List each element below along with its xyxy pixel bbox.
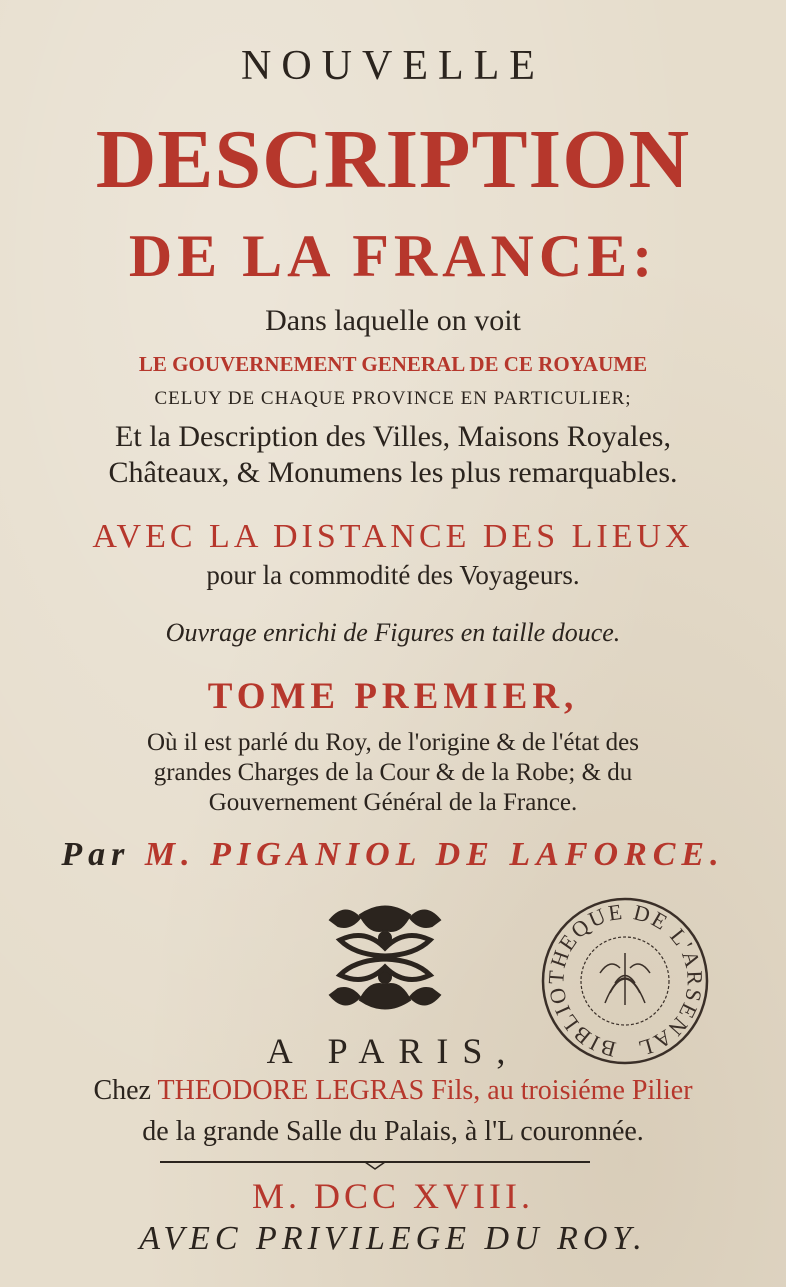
publisher-prefix: Chez [93, 1075, 151, 1106]
publisher-suffix: , au troisiéme Pilier [473, 1075, 693, 1106]
volume-desc-line-2: grandes Charges de la Cour & de la Robe; & du [153, 759, 633, 786]
author-name: M. PIGANIOL DE LAFORCE. [144, 836, 725, 873]
subtitle-ouvrage-enrichi: Ouvrage enrichi de Figures en taille douce. [165, 618, 621, 647]
subtitle-chateaux: Châteaux, & Monumens les plus remarquables. [108, 456, 678, 489]
imprint-publisher-line [0, 1077, 786, 1105]
publisher-name: THEODORE LEGRAS Fils [157, 1075, 474, 1106]
subtitle-celuy: CELUY DE CHAQUE PROVINCE EN PARTICULIER; [154, 388, 632, 409]
volume-desc-line-1: Où il est parlé du Roy, de l'origine & de l'état des [147, 729, 639, 756]
subtitle-pour-la-commodite: pour la commodité des Voyageurs. [206, 560, 580, 590]
subtitle-et-la-description: Et la Description des Villes, Maisons Royales, [115, 420, 671, 453]
imprint-address: de la grande Salle du Palais, à l'L couronnée. [142, 1116, 644, 1147]
author-prefix: Par [61, 836, 131, 873]
volume-desc-line-3: Gouvernement Général de la France. [208, 789, 578, 816]
volume-heading: TOME PREMIER, [207, 676, 579, 717]
imprint-city: A PARIS, [266, 1031, 520, 1071]
subtitle-gouvernement: LE GOUVERNEMENT GENERAL DE CE ROYAUME [138, 352, 648, 376]
imprint-privilege: AVEC PRIVILEGE DU ROY. [139, 1220, 647, 1257]
author-line [0, 838, 786, 872]
title-line-description: DESCRIPTION [95, 113, 691, 206]
divider-rule [160, 1158, 590, 1170]
stamp-emblem-icon [600, 953, 650, 1005]
imprint-date: M. DCC XVIII. [252, 1176, 534, 1216]
subtitle-dans-laquelle: Dans laquelle on voit [265, 304, 521, 337]
printers-ornament-icon [320, 900, 450, 1015]
title-line-de-la-france: DE LA FRANCE: [128, 223, 658, 289]
title-line-nouvelle: NOUVELLE [241, 43, 545, 89]
subtitle-avec-la-distance: AVEC LA DISTANCE DES LIEUX [92, 518, 694, 555]
stamp-text: BIBLIOTHEQUE DE L'ARSENAL [543, 898, 708, 1063]
